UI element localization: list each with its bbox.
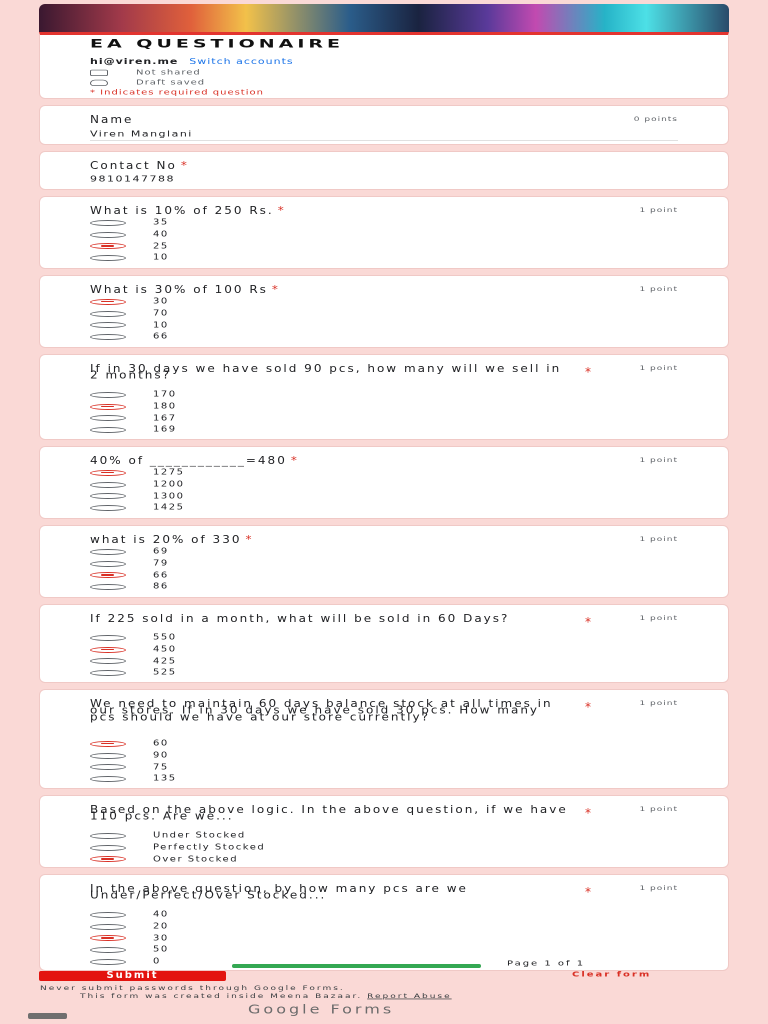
radio-option[interactable]	[90, 761, 177, 773]
radio-option-label: 86	[153, 582, 169, 592]
radio-option[interactable]	[90, 738, 177, 750]
question-title	[90, 159, 570, 172]
question-title: what is 20% of 330 *	[90, 533, 254, 546]
question-card-name	[39, 105, 729, 145]
radio-option[interactable]	[90, 308, 169, 320]
question-points: 1 point	[639, 700, 678, 707]
input-underline	[90, 140, 678, 141]
radio-option-label: 425	[153, 656, 177, 666]
question-card	[39, 525, 729, 598]
not-shared-icon	[90, 70, 108, 76]
question-points: 1 point	[639, 365, 678, 372]
radio-option[interactable]	[90, 229, 169, 241]
question-points: 1 point	[639, 536, 678, 543]
not-shared-row	[90, 69, 201, 77]
question-title: What is 30% of 100 Rs *	[90, 283, 280, 296]
question-list	[39, 196, 729, 971]
radio-button[interactable]	[90, 561, 126, 567]
radio-button[interactable]	[90, 912, 126, 918]
radio-option[interactable]	[90, 546, 169, 558]
radio-option-label: 66	[153, 332, 169, 342]
password-warning: Never submit passwords through Google Forms.	[40, 985, 345, 992]
radio-button-selected[interactable]	[90, 856, 126, 862]
radio-option-label: 0	[153, 957, 161, 966]
radio-button[interactable]	[90, 334, 126, 340]
required-note: * Indicates required question	[90, 89, 264, 97]
question-points: 1 point	[639, 207, 678, 214]
radio-button[interactable]	[90, 833, 126, 839]
question-card	[39, 446, 729, 519]
question-title: We need to maintain 60 days balance stock at all times in our stores. If in 30 days we have sold 30 pcs. How many pcs should we have at our store currently?	[90, 697, 553, 723]
radio-option-label: 66	[153, 570, 169, 580]
question-points: 1 point	[639, 885, 678, 892]
submit-button[interactable]: Submit	[39, 971, 226, 981]
radio-button[interactable]	[90, 232, 126, 238]
radio-option-label: 90	[153, 751, 169, 760]
account-email: hi@viren.me	[90, 57, 179, 67]
radio-option-label: 525	[153, 668, 177, 678]
radio-option[interactable]	[90, 773, 177, 785]
radio-option-label: 35	[153, 218, 169, 228]
contact-input[interactable]: 9810147788	[90, 174, 175, 184]
radio-option[interactable]	[90, 842, 265, 854]
radio-option[interactable]	[90, 750, 177, 762]
question-card	[39, 689, 729, 789]
radio-button[interactable]	[90, 635, 126, 641]
radio-button[interactable]	[90, 947, 126, 953]
created-note	[80, 993, 452, 1000]
radio-option[interactable]	[90, 490, 184, 502]
radio-group	[90, 909, 169, 967]
form-title: EA QUESTIONAIRE	[90, 37, 345, 51]
radio-option-label: Under Stocked	[153, 831, 246, 841]
radio-option[interactable]	[90, 655, 177, 667]
radio-option-label: 450	[153, 645, 177, 654]
radio-option[interactable]	[90, 644, 177, 656]
radio-option-label: 169	[153, 425, 177, 435]
radio-button[interactable]	[90, 658, 126, 664]
required-asterisk: *	[585, 700, 591, 714]
created-text: This form was created inside Meena Bazaar.	[80, 993, 363, 1000]
radio-option[interactable]	[90, 296, 169, 308]
radio-option-label: 60	[153, 739, 169, 749]
radio-option[interactable]	[90, 331, 169, 343]
radio-button[interactable]	[90, 764, 126, 770]
question-title: Name	[90, 113, 134, 126]
switch-accounts-link[interactable]: Switch accounts	[189, 57, 294, 67]
radio-button-selected[interactable]	[90, 404, 126, 410]
radio-option-label: Over Stocked	[153, 854, 239, 864]
radio-group	[90, 296, 169, 343]
radio-option[interactable]	[90, 853, 265, 865]
radio-option[interactable]	[90, 424, 177, 436]
required-asterisk: *	[585, 806, 591, 820]
radio-option-label: 30	[153, 933, 169, 943]
clear-form-button[interactable]: Clear form	[572, 971, 652, 979]
radio-option-label: 180	[153, 402, 177, 411]
radio-button-selected[interactable]	[90, 572, 126, 578]
account-line	[90, 57, 294, 66]
corner-tab	[28, 1013, 67, 1019]
radio-button-selected[interactable]	[90, 647, 126, 653]
required-asterisk: *	[271, 283, 280, 296]
radio-option[interactable]	[90, 558, 169, 570]
radio-option-label: 70	[153, 309, 169, 318]
question-points: 1 point	[639, 286, 678, 293]
radio-option[interactable]	[90, 909, 169, 921]
question-card-contact	[39, 151, 729, 190]
required-asterisk: *	[585, 365, 591, 379]
cloud-done-icon	[90, 80, 108, 86]
radio-group	[90, 830, 265, 865]
radio-group	[90, 467, 184, 514]
form-header-card	[39, 32, 729, 99]
radio-option[interactable]	[90, 319, 169, 331]
radio-button[interactable]	[90, 753, 126, 759]
question-points: 1 point	[639, 806, 678, 813]
radio-option[interactable]	[90, 240, 169, 252]
radio-button[interactable]	[90, 415, 126, 421]
radio-group	[90, 546, 169, 593]
radio-option[interactable]	[90, 217, 169, 229]
question-title-text: Contact No	[90, 159, 177, 172]
radio-button[interactable]	[90, 924, 126, 930]
radio-option-label: 69	[153, 547, 169, 557]
question-title: 40% of ____________=480 *	[90, 454, 299, 467]
radio-option[interactable]	[90, 632, 177, 644]
name-input[interactable]: Viren Manglani	[90, 129, 193, 139]
radio-button[interactable]	[90, 322, 126, 328]
required-asterisk: *	[245, 533, 254, 546]
radio-button[interactable]	[90, 392, 126, 398]
question-title: If in 30 days we have sold 90 pcs, how many will we sell in 2 months?	[90, 362, 562, 382]
radio-button[interactable]	[90, 493, 126, 499]
radio-option-label: 79	[153, 559, 169, 568]
radio-option-label: 1200	[153, 480, 185, 489]
radio-option-label: 30	[153, 297, 169, 307]
radio-button-selected[interactable]	[90, 935, 126, 941]
question-title: In the above question, by how many pcs are we Under/Perfect/Over Stocked...	[90, 882, 468, 902]
radio-option-label: 20	[153, 922, 169, 931]
radio-option[interactable]	[90, 502, 184, 514]
radio-option-label: 10	[153, 253, 169, 263]
required-asterisk: *	[290, 454, 299, 467]
question-title: What is 10% of 250 Rs. *	[90, 204, 286, 217]
radio-button-selected[interactable]	[90, 299, 126, 305]
radio-option[interactable]	[90, 581, 169, 593]
question-card	[39, 874, 729, 971]
radio-option[interactable]	[90, 944, 169, 956]
radio-group	[90, 632, 177, 679]
radio-option[interactable]	[90, 956, 169, 968]
question-card	[39, 354, 729, 440]
radio-option-label: 1275	[153, 468, 185, 478]
radio-option-label: 40	[153, 910, 169, 920]
question-points: 0 points	[633, 116, 678, 123]
report-abuse-link[interactable]: Report Abuse	[367, 993, 452, 1000]
radio-option-label: 170	[153, 390, 177, 400]
radio-option-label: 40	[153, 230, 169, 239]
required-asterisk: *	[180, 159, 189, 172]
not-shared-label: Not shared	[136, 69, 201, 77]
radio-button[interactable]	[90, 482, 126, 488]
radio-option-label: Perfectly Stocked	[153, 843, 266, 852]
radio-button[interactable]	[90, 427, 126, 433]
radio-button[interactable]	[90, 505, 126, 511]
question-card	[39, 604, 729, 683]
header-banner-image	[39, 4, 729, 32]
radio-button[interactable]	[90, 220, 126, 226]
radio-button[interactable]	[90, 584, 126, 590]
radio-option-label: 75	[153, 762, 169, 772]
question-points: 1 point	[639, 615, 678, 622]
radio-option-label: 135	[153, 774, 177, 784]
radio-button[interactable]	[90, 255, 126, 261]
question-title: Based on the above logic. In the above question, if we have 110 pcs. Are we...	[90, 803, 568, 823]
draft-saved-label: Draft saved	[136, 79, 206, 87]
draft-saved-row	[90, 79, 205, 87]
radio-button[interactable]	[90, 670, 126, 676]
radio-option-label: 10	[153, 320, 169, 330]
question-card	[39, 196, 729, 269]
radio-option[interactable]	[90, 389, 177, 401]
radio-group	[90, 389, 177, 436]
radio-option[interactable]	[90, 569, 169, 581]
google-forms-logo: Google Forms	[248, 1002, 395, 1017]
radio-option[interactable]	[90, 921, 169, 933]
required-asterisk: *	[585, 885, 591, 899]
question-title: If 225 sold in a month, what will be sold in 60 Days?	[90, 612, 510, 625]
radio-option-label: 550	[153, 633, 177, 643]
radio-option[interactable]	[90, 401, 177, 413]
radio-option-label: 167	[153, 413, 177, 423]
question-points: 1 point	[639, 457, 678, 464]
radio-button[interactable]	[90, 311, 126, 317]
radio-option-label: 1300	[153, 491, 185, 501]
radio-button-selected[interactable]	[90, 741, 126, 747]
question-card	[39, 795, 729, 868]
radio-option-label: 50	[153, 945, 169, 955]
radio-option-label: 1425	[153, 503, 185, 513]
radio-button-selected[interactable]	[90, 243, 126, 249]
radio-option[interactable]	[90, 830, 265, 842]
radio-button[interactable]	[90, 845, 126, 851]
radio-group	[90, 738, 177, 785]
page-indicator: Page 1 of 1	[507, 960, 586, 968]
radio-option[interactable]	[90, 932, 169, 944]
radio-option[interactable]	[90, 467, 184, 479]
form-container	[39, 0, 729, 977]
radio-option[interactable]	[90, 479, 184, 491]
radio-option[interactable]	[90, 252, 169, 264]
required-asterisk: *	[585, 615, 591, 629]
radio-button[interactable]	[90, 959, 126, 965]
radio-option[interactable]	[90, 412, 177, 424]
radio-button[interactable]	[90, 776, 126, 782]
radio-button-selected[interactable]	[90, 470, 126, 476]
radio-option-label: 25	[153, 241, 169, 251]
question-card	[39, 275, 729, 348]
radio-option[interactable]	[90, 667, 177, 679]
required-asterisk: *	[277, 204, 286, 217]
radio-group	[90, 217, 169, 264]
radio-button[interactable]	[90, 549, 126, 555]
